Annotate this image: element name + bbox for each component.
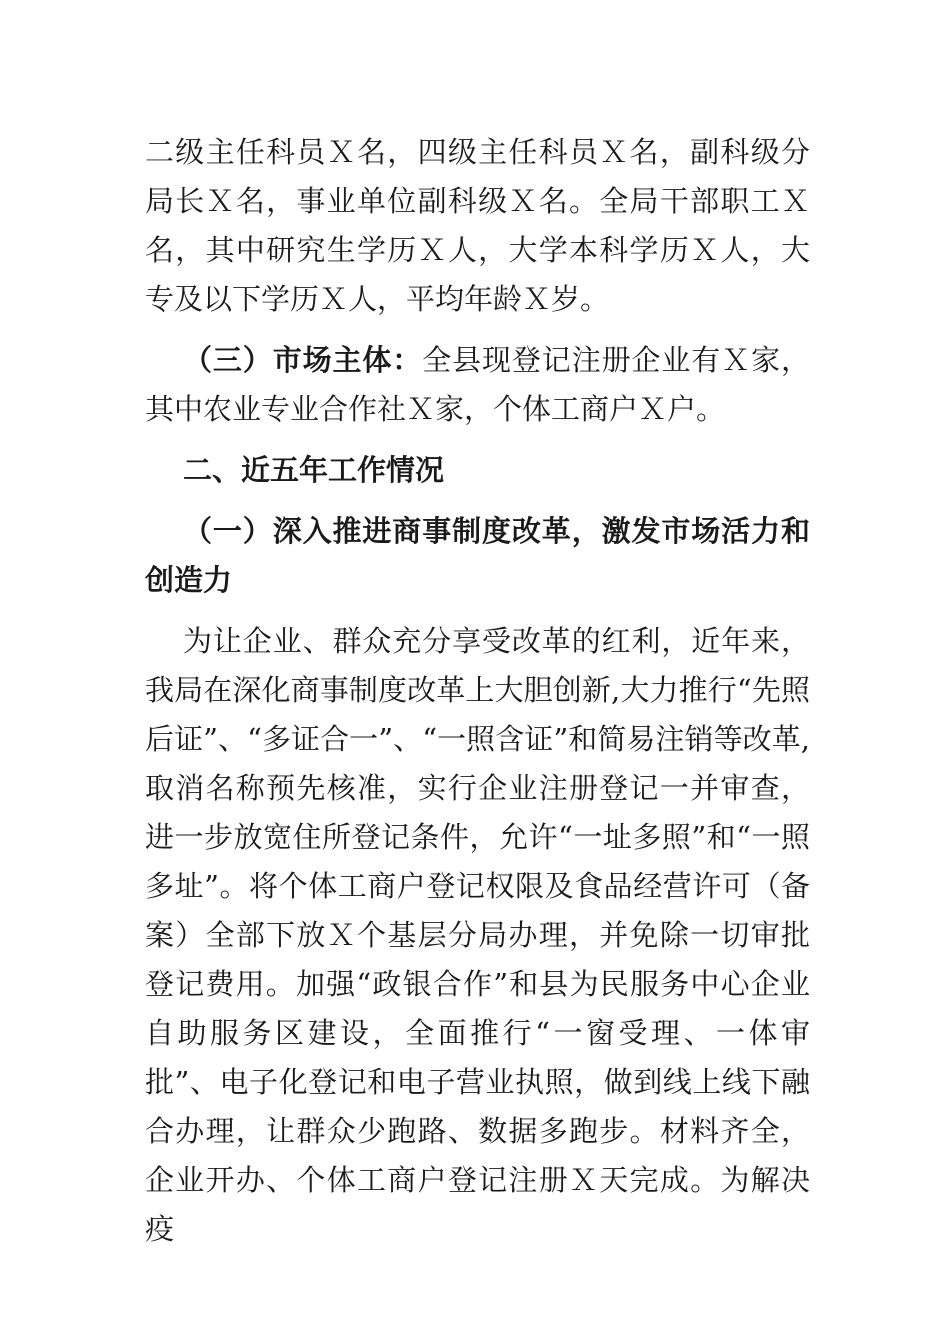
- section-heading-work-review: 二、近五年工作情况: [183, 453, 445, 487]
- paragraph-reform-details: 为让企业、群众充分享受改革的红利，近年来，我局在深化商事制度改革上大胆创新,大力推行“先照后证”、“多证合一”、“一照含证”和简易注销等改革,取消名称预先核准，实行企业注册登记一并审查，进一步放宽住所登记条件，允许“一址多照”和“一照多址”。将个体工商户登记权限及食品经营许可（备案）全部下放Ｘ个基层分局办理，并免除一切审批登记费用。加强“政银合作”和县为民服务中心企业自助服务区建设，全面推行“一窗受理、一体审批”、电子化登记和电子营业执照，做到线上线下融合办理，让群众少跑路、数据多跑步。材料齐全，企业开办、个体工商户登记注册Ｘ天完成。为解决疫: [145, 624, 810, 1246]
- document-page: [145, 128, 810, 1254]
- market-entities-text: 全县现登记注册企业有Ｘ家，其中农业专业合作社Ｘ家，个体工商户Ｘ户。: [145, 343, 810, 426]
- paragraph-market-entities: [145, 336, 810, 434]
- subsection-heading-reform: （一）深入推进商事制度改革，激发市场活力和创造力: [145, 514, 810, 597]
- spacer: [145, 605, 810, 617]
- market-entities-label: （三）市场主体：: [183, 343, 423, 377]
- spacer: [145, 434, 810, 446]
- spacer: [145, 495, 810, 507]
- paragraph-staff-summary: 二级主任科员Ｘ名，四级主任科员Ｘ名，副科级分局长Ｘ名，事业单位副科级Ｘ名。全局干部职工Ｘ名，其中研究生学历Ｘ人，大学本科学历Ｘ人，大专及以下学历Ｘ人，平均年龄Ｘ岁。: [145, 135, 810, 316]
- spacer: [145, 324, 810, 336]
